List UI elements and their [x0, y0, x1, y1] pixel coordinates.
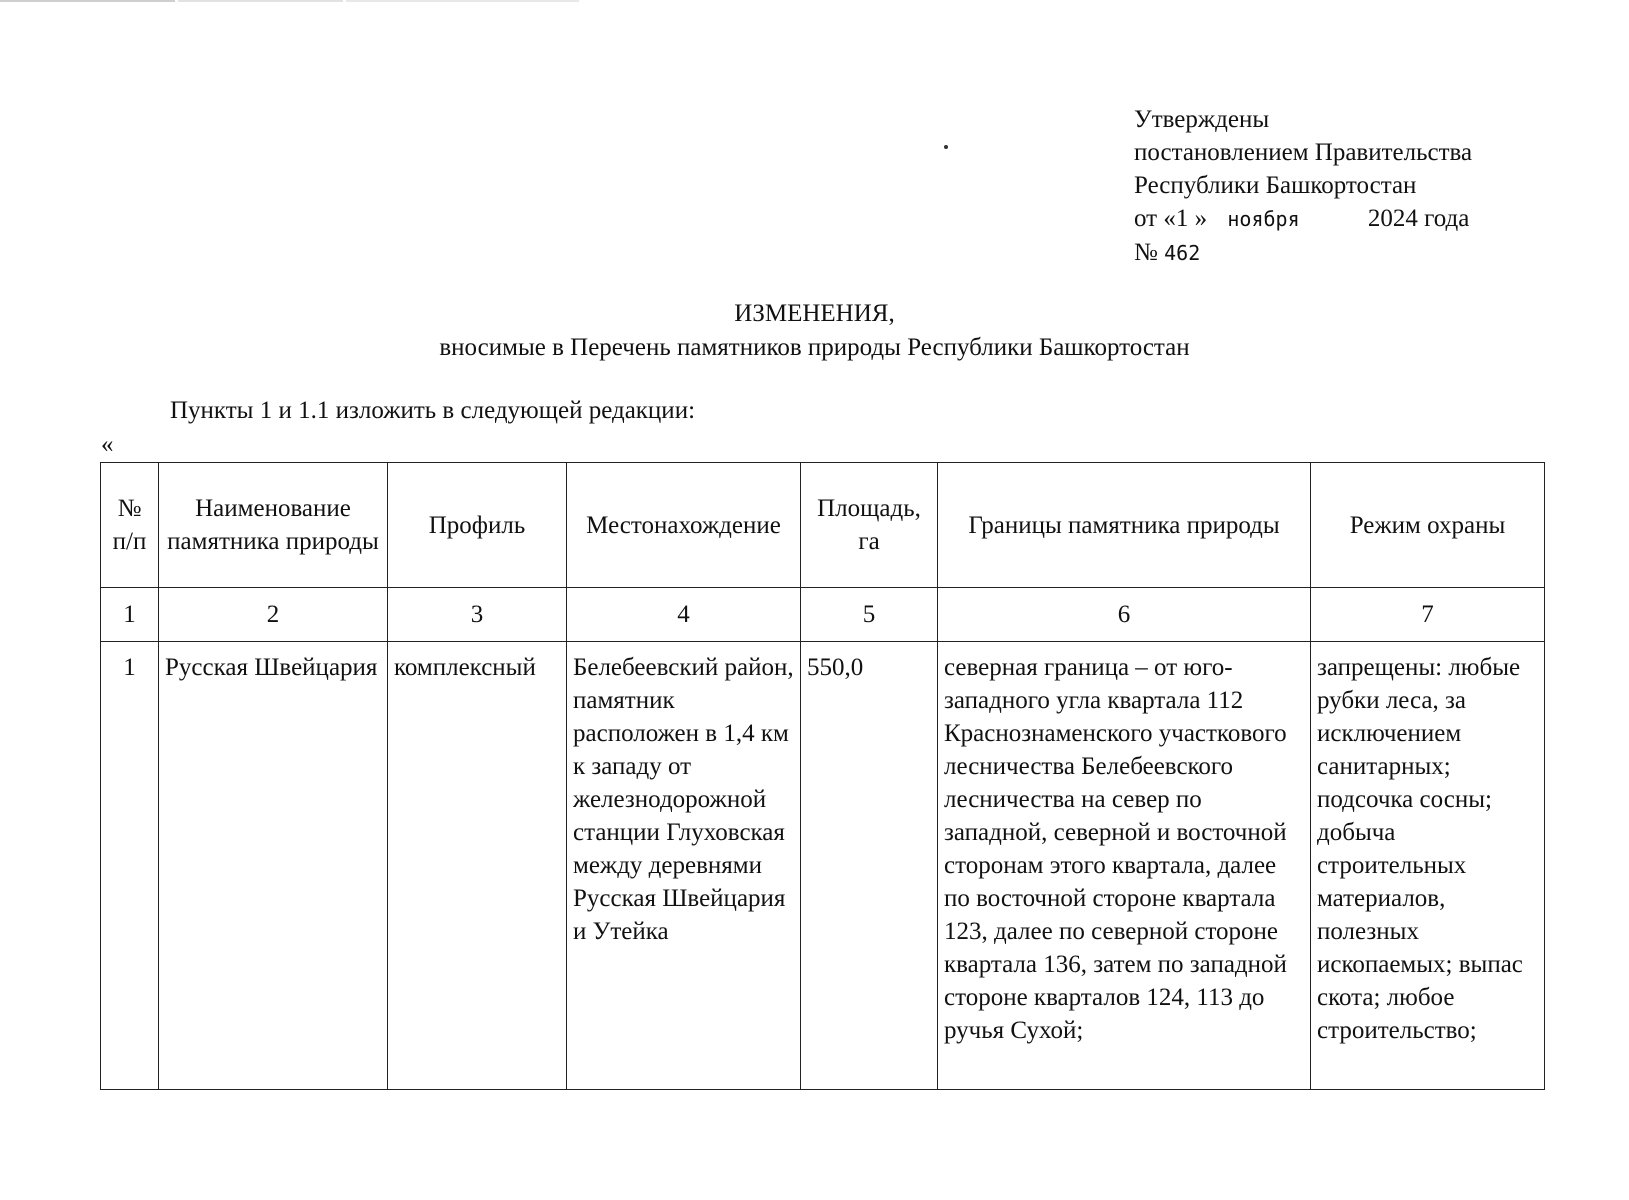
approval-line-3: Республики Башкортостан [1134, 172, 1417, 199]
header-cell-profile: Профиль [388, 463, 567, 588]
column-number-cell: 5 [801, 588, 938, 642]
stray-dot [944, 145, 948, 149]
column-number-cell: 1 [101, 588, 159, 642]
row-location-cell: Белебеевский район, памятник расположен в 1,4 км к западу от железнодорожной станции Глуховская между деревнями Русская Швейцария и Утейка [567, 642, 801, 1090]
column-number-cell: 3 [388, 588, 567, 642]
row-borders-cell: северная граница – от юго-западного угла квартала 112 Краснознаменского участкового лесничества Белебеевского лесничества на север по западной, северной и восточной сторонам этого квартала, далее по восточной стороне квартала 123, далее по северной стороне квартала 136, затем по западной стороне кварталов 124, 113 до ручья Сухой; [938, 642, 1311, 1090]
scan-artifact-line [0, 0, 175, 2]
approval-line-1: Утверждены [1134, 106, 1270, 133]
header-cell-name: Наименование памятника природы [159, 463, 388, 588]
table-row [101, 642, 1545, 1090]
header-cell-location: Местонахождение [567, 463, 801, 588]
date-close: » [1194, 205, 1208, 232]
row-name-cell: Русская Швейцария [159, 642, 388, 1090]
row-regime-cell: запрещены: любые рубки леса, за исключением санитарных; подсочка сосны; добыча строительных материалов, полезных ископаемых; выпас скота; любое строительство; [1311, 642, 1545, 1090]
document-subtitle: вносимые в Перечень памятников природы Республики Башкортостан [439, 334, 1190, 361]
row-area-cell: 550,0 [801, 642, 938, 1090]
date-year: 2024 года [1367, 205, 1470, 232]
intro-text: Пункты 1 и 1.1 изложить в следующей редакции: [170, 397, 696, 424]
column-numbers-row [101, 588, 1545, 642]
column-number-cell: 2 [159, 588, 388, 642]
header-cell-borders: Границы памятника природы [938, 463, 1311, 588]
table-header-row [101, 463, 1545, 588]
approval-date-line [1134, 202, 1472, 236]
row-number-cell: 1 [101, 642, 159, 1090]
header-cell-number: № п/п [101, 463, 159, 588]
scan-artifact-line [346, 0, 579, 2]
column-number-cell: 6 [938, 588, 1311, 642]
number-prefix: № [1134, 239, 1158, 266]
date-prefix: от « [1134, 205, 1176, 232]
number-value: 462 [1164, 241, 1201, 265]
date-month: ноября [1227, 207, 1300, 231]
row-profile-cell: комплексный [388, 642, 567, 1090]
opening-quote: « [101, 431, 114, 458]
monuments-table [100, 462, 1545, 1090]
column-number-cell: 7 [1311, 588, 1545, 642]
document-title: ИЗМЕНЕНИЯ, [734, 300, 895, 327]
approval-block [1134, 103, 1472, 270]
header-cell-area: Площадь, га [801, 463, 938, 588]
column-number-cell: 4 [567, 588, 801, 642]
scan-artifact-line [178, 0, 343, 2]
date-day: 1 [1175, 205, 1189, 232]
approval-line-2: постановлением Правительства [1134, 139, 1473, 166]
approval-number-line [1134, 236, 1472, 270]
header-cell-regime: Режим охраны [1311, 463, 1545, 588]
